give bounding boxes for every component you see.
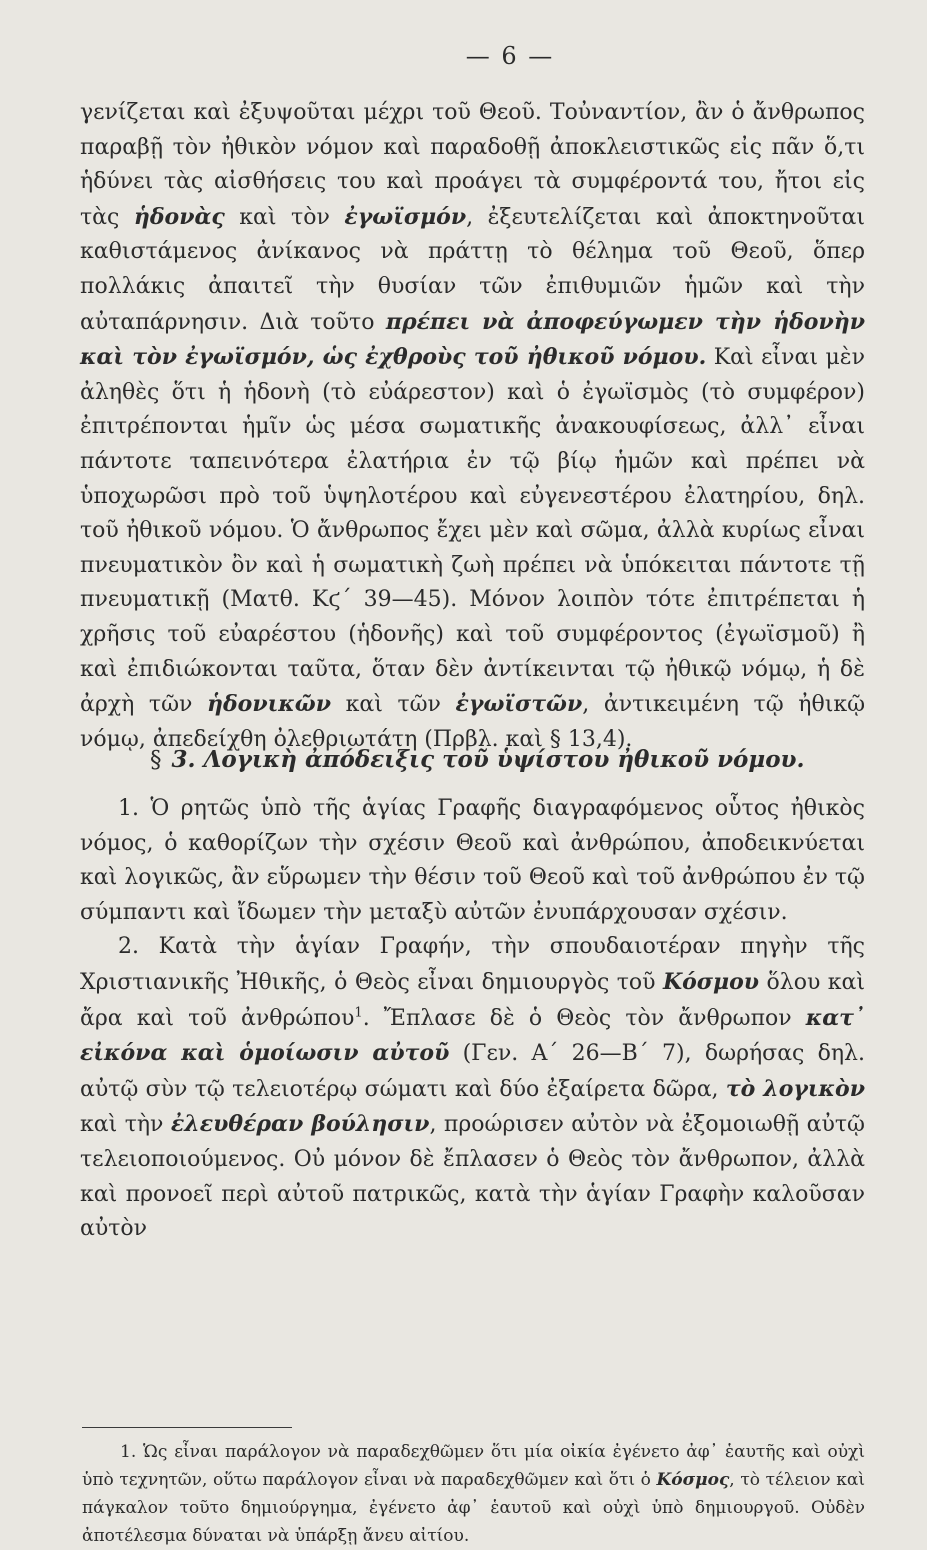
text-run: 1. Ὡς εἶναι παράλογον νὰ παραδεχθῶμεν ὅτι μία οἰκία ἐγένετο ἀφ᾽ ἑαυτῆς καὶ οὐχὶ ὑπὸ τεχνητῶν, οὕτω παράλογον εἶναι νὰ παραδεχθῶμεν καὶ ὅτι ὁ bbox=[82, 1442, 865, 1490]
section-sign: § bbox=[150, 747, 162, 773]
text-run: Καὶ εἶναι μὲν ἀληθὲς ὅτι ἡ ἡδονὴ (τὸ εὐάρεστον) καὶ ὁ ἐγωϊσμὸς (τὸ συμφέρον) ἐπιτρέπονται ἡμῖν ὡς μέσα σωματικῆς ἀνακουφίσεως, ἀλλ᾽ εἶναι πάντοτε ταπεινότερα ἐλατήρια ἐν τῷ βίῳ ἡμῶν καὶ πρέπει νὰ ὑποχωρῶσι πρὸ τοῦ ὑψηλοτέρου καὶ εὐγενεστέρου ἐλατηρίου, δηλ. τοῦ ἠθικοῦ νόμου. Ὁ ἄνθρωπος ἔχει μὲν καὶ σῶμα, ἀλλὰ κυρίως εἶναι πνευματικὸν ὂν καὶ ἡ σωματικὴ ζωὴ πρέπει νὰ ὑπόκειται πάντοτε τῇ πνευματικῇ (Ματθ. Κϛ´ 39—45). Μόνον λοιπὸν τότε ἐπιτρέπεται ἡ χρῆσις τοῦ εὐαρέστου (ἡδονῆς) καὶ τοῦ συμφέροντος (ἐγωϊσμοῦ) ἢ καὶ ἐπιδιώκονται ταῦτα, ὅταν δὲν ἀντίκεινται τῷ ἠθικῷ νόμῳ, ἡ δὲ ἀρχὴ τῶν bbox=[80, 345, 865, 718]
text-run: (Γεν. Α´ 26—Β´ 7), δωρήσας δηλ. αὐτῷ σὺν τῷ τελειοτέρῳ σώματι καὶ δύο ἐξαίρετα δῶρα, bbox=[80, 1041, 865, 1102]
paragraph-2 bbox=[80, 930, 865, 1246]
footnote-1 bbox=[82, 1438, 865, 1550]
text-run: , τὸ τέλειον καὶ πάγκαλον τοῦτο δημιούργημα, ἐγένετο ἀφ᾽ ἑαυτοῦ καὶ οὐχὶ ὑπὸ δημιουργοῦ. Οὐδὲν ἀποτέλεσμα δύναται νὰ ὑπάρξῃ ἄνευ αἰτίου. bbox=[82, 1470, 865, 1546]
text-run: καὶ τῶν bbox=[330, 692, 456, 718]
text-run: γενίζεται καὶ ἐξυψοῦται μέχρι τοῦ Θεοῦ. Τοὐναντίον, ἂν ὁ ἄνθρωπος παραβῇ τὸν ἠθικὸν νόμον καὶ παραδοθῇ ἀποκλειστικῶς εἰς πᾶν ὅ,τι ἡδύνει τὰς αἰσθήσεις του καὶ προάγει τὰ συμφέροντά του, ἤτοι εἰς τὰς bbox=[80, 100, 865, 230]
paragraph-continuation bbox=[80, 96, 865, 757]
text-run: . Ἔπλασε δὲ ὁ Θεὸς τὸν ἄνθρωπον bbox=[362, 1005, 806, 1031]
emphasis-hedonikon: ἡδονικῶν bbox=[207, 691, 331, 718]
main-text-bottom bbox=[80, 792, 865, 1247]
text-run: 2. Κατὰ τὴν ἁγίαν Γραφήν, τὴν σπουδαιοτέραν πηγὴν τῆς Χριστιανικῆς Ἠθικῆς, ὁ Θεὸς εἶναι δημιουργὸς τοῦ bbox=[80, 934, 865, 995]
text-run: 1. Ὁ ρητῶς ὑπὸ τῆς ἁγίας Γραφῆς διαγραφόμενος οὗτος ἠθικὸς νόμος, ὁ καθορίζων τὴν σχέσιν Θεοῦ καὶ ἀνθρώπου, ἀποδεικνύεται καὶ λογικῶς, ἂν εὕρωμεν τὴν θέσιν τοῦ Θεοῦ καὶ τοῦ ἀνθρώπου ἐν τῷ σύμπαντι καὶ ἴδωμεν τὴν μεταξὺ αὐτῶν ἐνυπάρχουσαν σχέσιν. bbox=[80, 796, 865, 925]
paragraph-1 bbox=[80, 792, 865, 930]
text-run: , προώρισεν αὐτὸν νὰ ἐξομοιωθῇ αὐτῷ τελειοποιούμενος. Οὐ μόνον δὲ ἔπλασεν ὁ Θεὸς τὸν ἄνθρωπον, ἀλλὰ καὶ προνοεῖ περὶ αὐτοῦ πατρικῶς, κατὰ τὴν ἁγίαν Γραφὴν καλοῦσαν αὐτὸν bbox=[80, 1112, 865, 1242]
emphasis-egoismon: ἐγωϊσμόν bbox=[344, 203, 467, 230]
emphasis-logikon: τὸ λογικὸν bbox=[725, 1075, 865, 1102]
emphasis-eleftheran: ἐλευθέραν βούλησιν bbox=[170, 1111, 430, 1138]
main-text-top bbox=[80, 96, 865, 757]
page-number: — 6 — bbox=[465, 42, 555, 70]
section-heading bbox=[150, 746, 805, 773]
emphasis-prepei: πρέπει νὰ ἀποφεύγωμεν τὴν ἡδονὴν καὶ τὸν ἐγωϊσμόν, ὡς ἐχθροὺς τοῦ ἠθικοῦ νόμου. bbox=[80, 308, 865, 371]
emphasis-hedonas: ἡδονὰς bbox=[133, 203, 225, 230]
emphasis-kat-eikona: κατ᾽ εἰκόνα καὶ ὁμοίωσιν αὐτοῦ bbox=[80, 1004, 865, 1067]
text-run: ὅλου καὶ ἄρα καὶ τοῦ ἀνθρώπου bbox=[80, 969, 866, 1031]
emphasis-kosmos: Κόσμος bbox=[656, 1470, 730, 1490]
text-run: καὶ τὸν bbox=[224, 204, 345, 230]
emphasis-egoiston: ἐγωϊστῶν bbox=[455, 691, 583, 718]
text-run: καὶ τὴν bbox=[80, 1112, 171, 1138]
text-run: , ἀντικειμένη τῷ ἠθικῷ νόμῳ, ἀπεδείχθη ὀλεθριωτάτη (Πρβλ. καὶ § 13,4). bbox=[80, 692, 866, 752]
section-title: 3. Λογικὴ ἀπόδειξις τοῦ ὑψίστου ἠθικοῦ νόμου. bbox=[171, 746, 805, 773]
footnote-divider bbox=[82, 1427, 292, 1428]
footnotes bbox=[82, 1438, 865, 1550]
emphasis-kosmou: Κόσμου bbox=[662, 968, 760, 995]
text-run: , ἐξευτελίζεται καὶ ἀποκτηνοῦται καθιστάμενος ἀνίκανος νὰ πράττῃ τὸ θέλημα τοῦ Θεοῦ, ὅπερ πολλάκις ἀπαιτεῖ τὴν θυσίαν τῶν ἐπιθυμιῶν ἡμῶν καὶ τὴν αὐταπάρνησιν. Διὰ τοῦτο bbox=[80, 204, 865, 335]
footnote-marker: 1 bbox=[354, 1005, 363, 1021]
